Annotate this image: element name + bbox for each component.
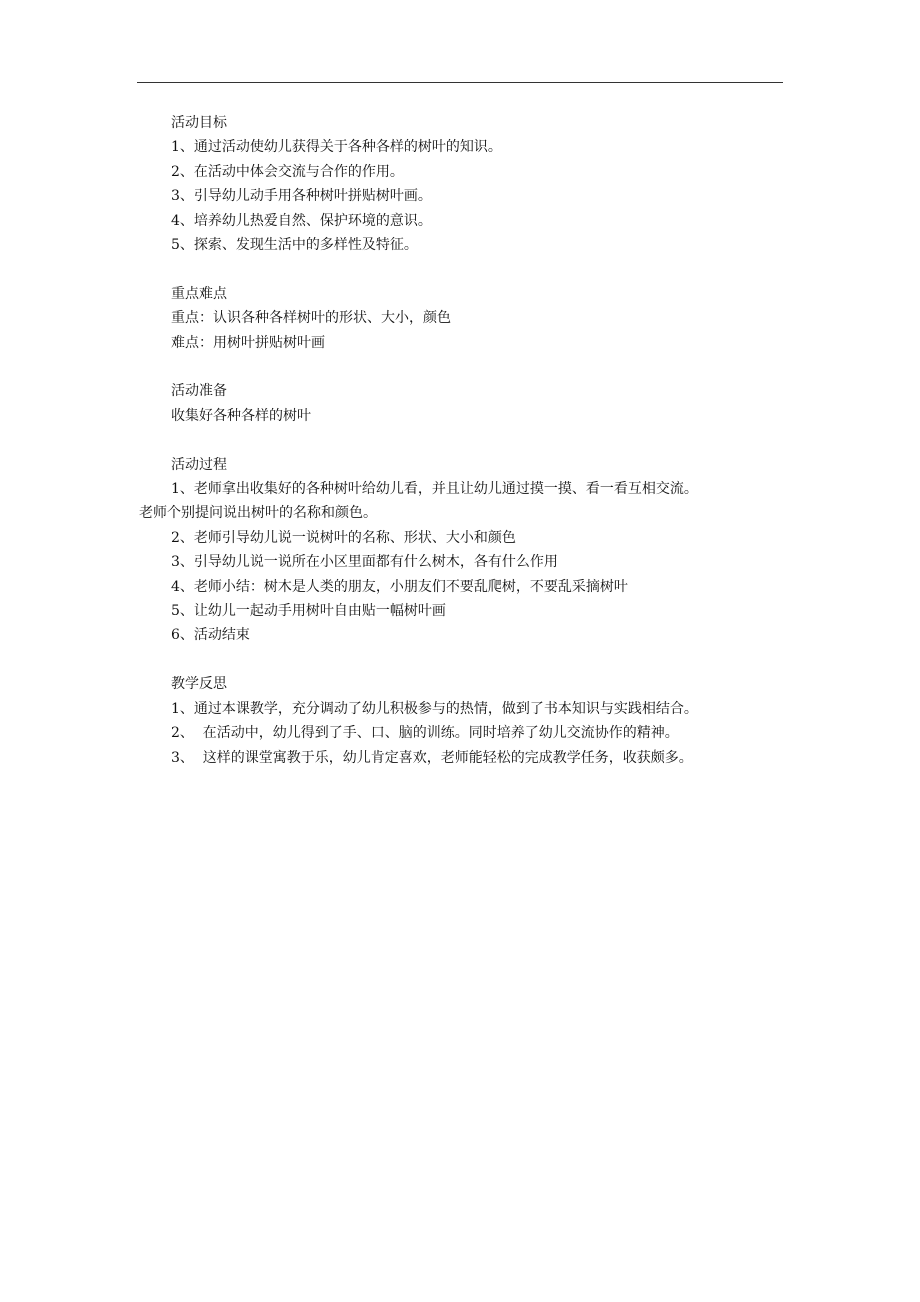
process-item: 6、活动结束 <box>171 627 250 644</box>
process-item: 4、老师小结：树木是人类的朋友，小朋友们不要乱爬树，不要乱采摘树叶 <box>171 578 628 595</box>
section-heading: 活动过程 <box>171 456 227 473</box>
header-rule <box>137 82 783 83</box>
section-heading: 活动目标 <box>171 115 227 131</box>
process-item: 2、老师引导幼儿说一说树叶的名称、形状、大小和颜色 <box>171 529 516 546</box>
reflection-item: 3、 这样的课堂寓教于乐，幼儿肯定喜欢，老师能轻松的完成教学任务，收获颇多。 <box>171 749 693 766</box>
reflection-item: 2、 在活动中，幼儿得到了手、口、脑的训练。同时培养了幼儿交流协作的精神。 <box>171 725 679 742</box>
section-preparation <box>139 379 789 428</box>
goal-item: 1、通过活动使幼儿获得关于各种各样的树叶的知识。 <box>171 139 502 156</box>
section-heading: 重点难点 <box>171 285 227 302</box>
section-activity-goals <box>139 111 789 257</box>
goal-item: 2、在活动中体会交流与合作的作用。 <box>171 163 404 180</box>
key-point-item: 重点：认识各种各样树叶的形状、大小，颜色 <box>171 310 451 327</box>
key-point-item: 难点：用树叶拼贴树叶画 <box>171 334 325 351</box>
section-activity-process <box>139 453 789 648</box>
section-key-points <box>139 282 789 355</box>
process-item-continuation: 老师个别提问说出树叶的名称和颜色。 <box>139 505 377 522</box>
preparation-item: 收集好各种各样的树叶 <box>171 407 311 424</box>
section-heading: 活动准备 <box>171 383 227 400</box>
goal-item: 4、培养幼儿热爱自然、保护环境的意识。 <box>171 212 432 229</box>
section-heading: 教学反思 <box>171 676 227 693</box>
document-body <box>139 111 789 794</box>
process-item: 5、让幼儿一起动手用树叶自由贴一幅树叶画 <box>171 603 446 620</box>
section-teaching-reflection <box>139 672 789 770</box>
reflection-item: 1、通过本课教学，充分调动了幼儿积极参与的热情，做到了书本知识与实践相结合。 <box>171 700 698 717</box>
goal-item: 5、探索、发现生活中的多样性及特征。 <box>171 237 418 254</box>
process-item: 1、老师拿出收集好的各种树叶给幼儿看，并且让幼儿通过摸一摸、看一看互相交流。 <box>171 481 698 498</box>
process-item: 3、引导幼儿说一说所在小区里面都有什么树木，各有什么作用 <box>171 554 558 571</box>
goal-item: 3、引导幼儿动手用各种树叶拼贴树叶画。 <box>171 188 432 205</box>
